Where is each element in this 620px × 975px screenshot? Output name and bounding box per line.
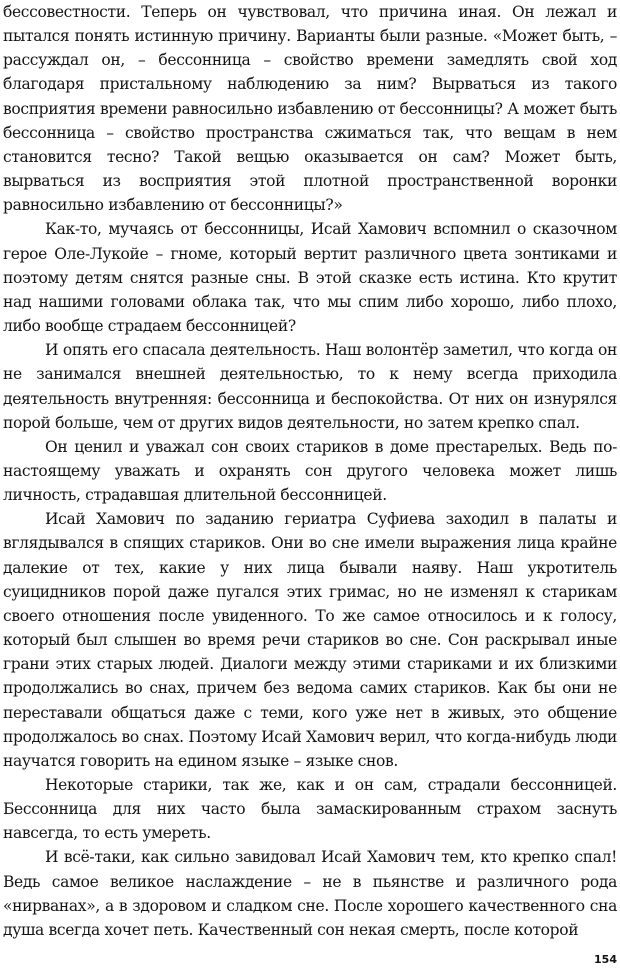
page-body — [3, 0, 617, 942]
paragraph-5: Исай Хамович по заданию гериатра Суфиева заходил в палаты и вглядывался в спящих стариков. Они во сне имели выражения лица крайне далекие от тех, какие у них лица бывали наяву. Наш укротитель суицидников порой даже пугался этих гримас, но не изменял к старикам своего отношения после увиденного. То же самое относилось и к голосу, который был слышен во время речи стариков во сне. Сон раскрывал иные грани этих старых людей. Диалоги между этими стариками и их близкими продолжались во снах, причем без ведома самих стариков. Как бы они не переставали общаться даже с теми, кого уже нет в живых, это общение продолжалось во снах. Поэтому Исай Хамович верил, что когда-нибудь люди научатся говорить на едином языке – языке снов. — [3, 510, 617, 770]
paragraph-1: бессовестности. Теперь он чувствовал, что причина иная. Он лежал и пытался понять истинную причину. Варианты были разные. «Может быть, – рассуждал он, – бессонница – свойство времени замедлять свой ход благодаря пристальному наблюдению за ним? Вырваться из такого восприятия времени равносильно избавлению от бессонницы? А может быть бессонница – свойство пространства сжиматься так, что вещам в нем становится тесно? Такой вещью оказывается он сам? Может быть, вырваться из восприятия этой плотной пространственной воронки равносильно избавлению от бессонницы?» — [3, 3, 617, 215]
page-number: 154 — [594, 953, 617, 966]
paragraph-2: Как-то, мучаясь от бессонницы, Исай Хамович вспомнил о сказочном герое Оле-Лукойе – гноме, который вертит различного цвета зонтиками и поэтому детям снятся разные сны. В этой сказке есть истина. Кто крутит над нашими головами облака так, что мы спим либо хорошо, либо плохо, либо вообще страдаем бессонницей? — [3, 220, 617, 336]
paragraph-4: Он ценил и уважал сон своих стариков в доме престарелых. Ведь по-настоящему уважать и охранять сон другого человека может лишь личность, страдавшая длительной бессонницей. — [3, 437, 617, 505]
paragraph-6: Некоторые старики, так же, как и он сам, страдали бессонницей. Бессонница для них часто была замаскированным страхом заснуть навсегда, то есть умереть. — [3, 776, 617, 843]
paragraph-3: И опять его спасала деятельность. Наш волонтёр заметил, что когда он не занимался внешней деятельностью, то к нему всегда приходила деятельность внутренняя: бессонница и беспокойства. От них он изнурялся порой больше, чем от других видов деятельности, но затем крепко спал. — [3, 341, 617, 432]
paragraph-7: И всё-таки, как сильно завидовал Исай Хамович тем, кто крепко спал! Ведь самое великое наслаждение – не в пьянстве и различного рода «нирванах», а в здоровом и сладком сне. После хорошего качественного сна душа всегда хочет петь. Качественный сон некая смерть, после которой — [3, 848, 617, 939]
